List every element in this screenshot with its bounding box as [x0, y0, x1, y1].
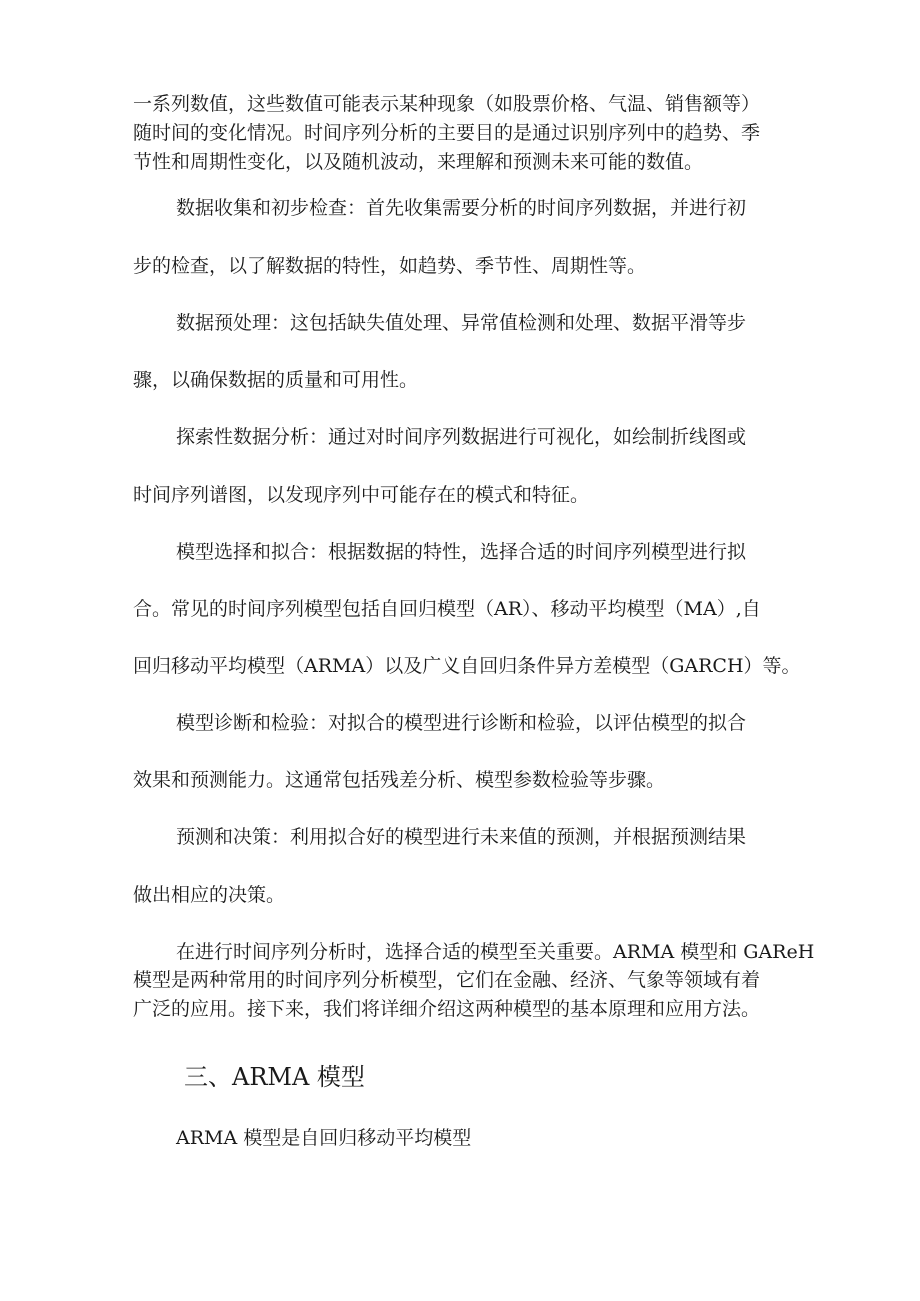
step-diagnostics-line: 效果和预测能力。这通常包括残差分析、模型参数检验等步骤。: [133, 769, 666, 791]
summary-line: 广泛的应用。接下来，我们将详细介绍这两种模型的基本原理和应用方法。: [133, 998, 761, 1020]
section-heading: 三、ARMA 模型: [184, 1063, 365, 1091]
section-body-line: ARMA 模型是自回归移动平均模型: [176, 1127, 472, 1149]
step-forecasting-line: 做出相应的决策。: [133, 884, 286, 906]
step-diagnostics-line: 模型诊断和检验：对拟合的模型进行诊断和检验，以评估模型的拟合: [176, 712, 747, 734]
step-model-fitting-line: 回归移动平均模型（ARMA）以及广义自回归条件异方差模型（GARCH）等。: [133, 655, 801, 677]
step-preprocessing-line: 数据预处理：这包括缺失值处理、异常值检测和处理、数据平滑等步: [176, 312, 747, 334]
summary-line: 模型是两种常用的时间序列分析模型，它们在金融、经济、气象等领域有着: [133, 969, 761, 991]
step-preprocessing-line: 骤，以确保数据的质量和可用性。: [133, 369, 419, 391]
intro-line: 节性和周期性变化，以及随机波动，来理解和预测未来可能的数值。: [133, 151, 704, 173]
step-eda-line: 时间序列谱图，以发现序列中可能存在的模式和特征。: [133, 484, 590, 506]
intro-line: 一系列数值，这些数值可能表示某种现象（如股票价格、气温、销售额等）: [133, 93, 761, 115]
step-model-fitting-line: 合。常见的时间序列模型包括自回归模型（AR）、移动平均模型（MA）,自: [133, 598, 761, 620]
step-model-fitting-line: 模型选择和拟合：根据数据的特性，选择合适的时间序列模型进行拟: [176, 541, 747, 563]
intro-line: 随时间的变化情况。时间序列分析的主要目的是通过识别序列中的趋势、季: [133, 122, 761, 144]
step-eda-line: 探索性数据分析：通过对时间序列数据进行可视化，如绘制折线图或: [176, 426, 747, 448]
summary-line: 在进行时间序列分析时，选择合适的模型至关重要。ARMA 模型和 GAReH: [176, 941, 815, 963]
step-data-collection-line: 数据收集和初步检查：首先收集需要分析的时间序列数据，并进行初: [176, 197, 747, 219]
step-data-collection-line: 步的检查，以了解数据的特性，如趋势、季节性、周期性等。: [133, 255, 647, 277]
step-forecasting-line: 预测和决策：利用拟合好的模型进行未来值的预测，并根据预测结果: [176, 826, 747, 848]
